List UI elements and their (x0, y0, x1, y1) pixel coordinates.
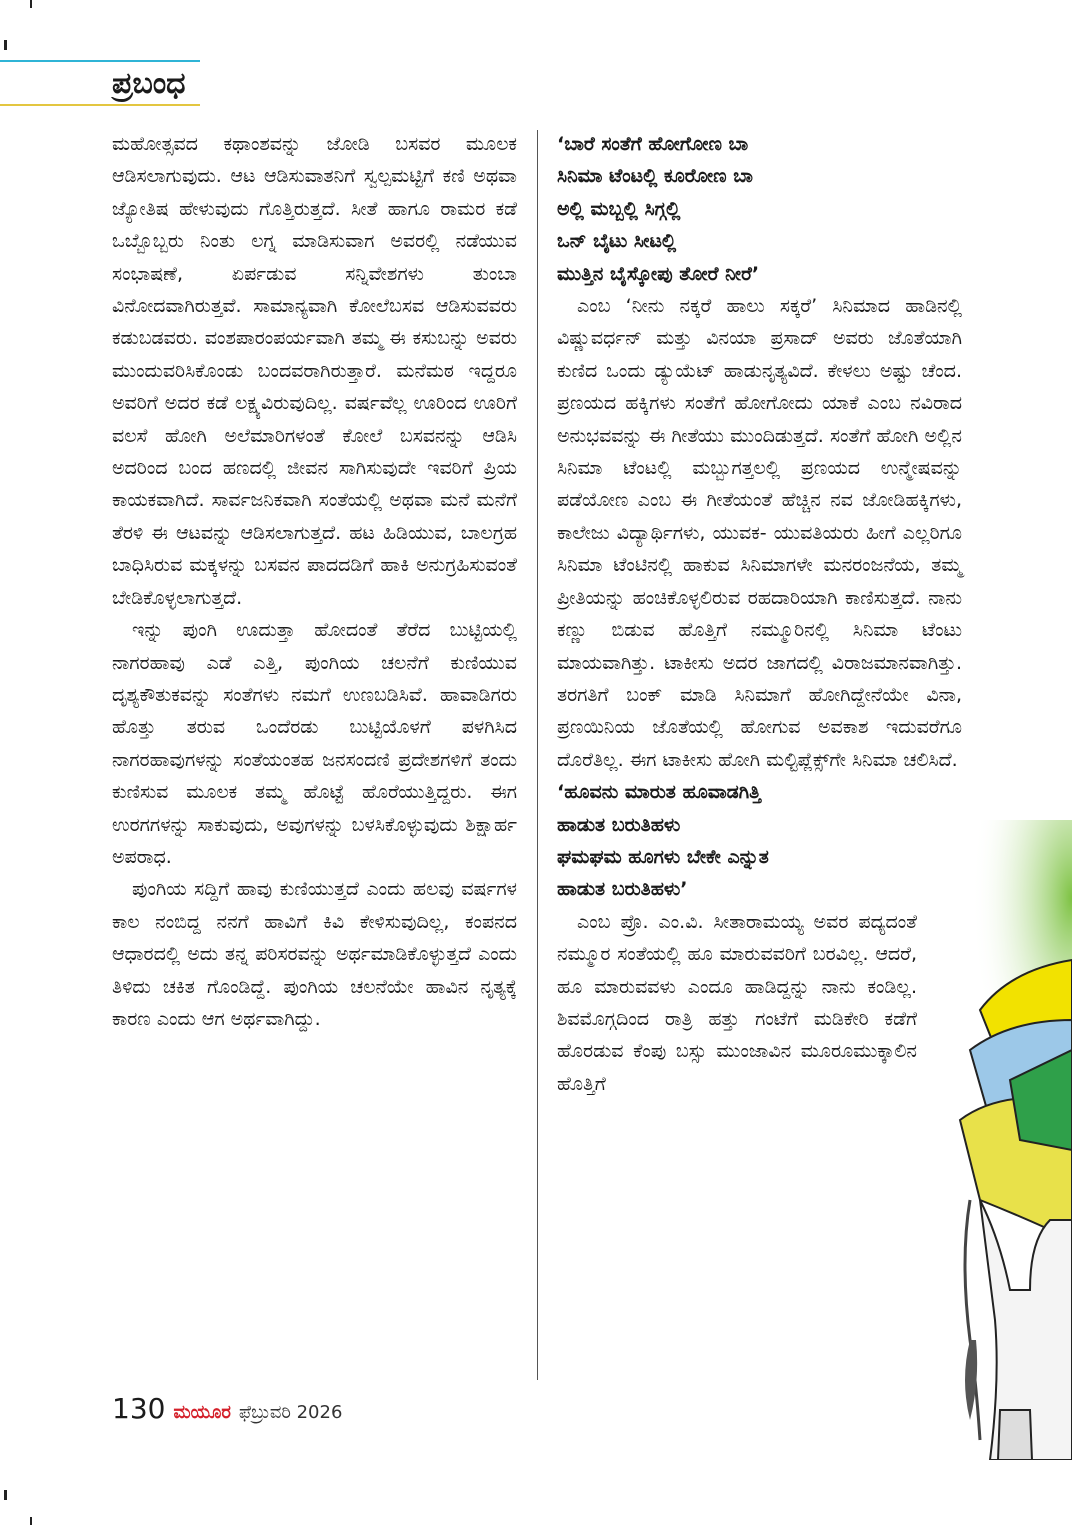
crop-mark (4, 40, 7, 50)
verse-line: ಮುತ್ತಿನ ಬೈಸ್ಕೋಪು ತೋರೆ ನೀರೆ’ (557, 262, 760, 285)
verse-line: ‘ಹೂವನು ಮಾರುತ ಹೂವಾಡಗಿತ್ತಿ (557, 781, 761, 804)
paragraph: ಎಂಬ ಪ್ರೊ. ಎಂ.ವಿ. ಸೀತಾರಾಮಯ್ಯ ಅವರ ಪದ್ಯದಂತೆ ನಮ್ಮೂರ ಸಂತೆಯಲ್ಲಿ ಹೂ ಮಾರುವವರಿಗೆ ಬರವಿಲ್ಲ. ಆದರೆ, ಹೂ ಮಾರುವವಳು ಎಂದೂ ಹಾಡಿದ್ದನ್ನು ನಾನು ಕಂಡಿಲ್ಲ. ಶಿವಮೊಗ್ಗದಿಂದ ರಾತ್ರಿ ಹತ್ತು ಗಂಟೆಗೆ ಮಡಿಕೇರಿ ಕಡೆಗೆ ಹೊರಡುವ ಕೆಂಪು ಬಸ್ಸು ಮುಂಜಾವಿನ ಮೂರೂಮುಕ್ಕಾಲಿನ ಹೊತ್ತಿಗೆ (557, 910, 917, 1095)
verse-line: ಸಿನಿಮಾ ಟೆಂಟಲ್ಲಿ ಕೂರೋಣ ಬಾ (557, 165, 753, 188)
header-rule-bottom (0, 104, 200, 106)
section-title: ಪ್ರಬಂಧ (112, 66, 186, 101)
issue-date: ಫೆಬ್ರುವರಿ 2026 (238, 1402, 343, 1423)
song-quote (557, 128, 962, 290)
right-column (557, 128, 962, 1100)
crop-mark (30, 0, 32, 8)
verse-line: ಅಲ್ಲಿ ಮಬ್ಬಲ್ಲಿ ಸಿಗ್ಗಲ್ಲಿ (557, 197, 681, 220)
decorated-bull-illustration (940, 820, 1072, 1460)
column-divider (537, 130, 538, 1380)
header-rule-top (0, 60, 200, 62)
verse-line: ಒನ್ ಬೈಟು ಸೀಟಲ್ಲಿ (557, 230, 677, 253)
verse-line: ‘ಬಾರೆ ಸಂತೆಗೆ ಹೋಗೋಣ ಬಾ (557, 133, 749, 155)
page-number: 130 (112, 1392, 166, 1425)
magazine-logo: ಮಯೂರ (173, 1402, 231, 1423)
paragraph: ಪುಂಗಿಯ ಸದ್ದಿಗೆ ಹಾವು ಕುಣಿಯುತ್ತದೆ ಎಂದು ಹಲವು ವರ್ಷಗಳ ಕಾಲ ನಂಬಿದ್ದ ನನಗೆ ಹಾವಿಗೆ ಕಿವಿ ಕೇಳಿಸುವುದಿಲ್ಲ, ಕಂಪನದ ಆಧಾರದಲ್ಲಿ ಅದು ತನ್ನ ಪರಿಸರವನ್ನು ಅರ್ಥಮಾಡಿಕೊಳ್ಳುತ್ತದೆ ಎಂದು ತಿಳಿದು ಚಕಿತ ಗೊಂಡಿದ್ದೆ. ಪುಂಗಿಯ ಚಲನೆಯೇ ಹಾವಿನ ನೃತ್ಯಕ್ಕೆ ಕಾರಣ ಎಂದು ಆಗ ಅರ್ಥವಾಗಿದ್ದು. (112, 878, 517, 1030)
crop-mark (4, 1490, 7, 1500)
poem-quote (557, 776, 962, 906)
paragraph: ಇನ್ನು ಪುಂಗಿ ಊದುತ್ತಾ ಹೋದಂತೆ ತೆರೆದ ಬುಟ್ಟಿಯಲ್ಲಿ ನಾಗರಹಾವು ಎಡೆ ಎತ್ತಿ, ಪುಂಗಿಯ ಚಲನೆಗೆ ಕುಣಿಯುವ ದೃಶ್ಯಕೌತುಕವನ್ನು ಸಂತೆಗಳು ನಮಗೆ ಉಣಬಡಿಸಿವೆ. ಹಾವಾಡಿಗರು ಹೊತ್ತು ತರುವ ಒಂದೆರಡು ಬುಟ್ಟಿಯೊಳಗೆ ಪಳಗಿಸಿದ ನಾಗರಹಾವುಗಳನ್ನು ಸಂತೆಯಂತಹ ಜನಸಂದಣಿ ಪ್ರದೇಶಗಳಿಗೆ ತಂದು ಕುಣಿಸುವ ಮೂಲಕ ತಮ್ಮ ಹೊಟ್ಟೆ ಹೊರೆಯುತ್ತಿದ್ದರು. ಈಗ ಉರಗಗಳನ್ನು ಸಾಕುವುದು, ಅವುಗಳನ್ನು ಬಳಸಿಕೊಳ್ಳುವುದು ಶಿಕ್ಷಾರ್ಹ ಅಪರಾಧ. (112, 619, 517, 868)
left-column (112, 128, 517, 1035)
page-footer (112, 1392, 342, 1432)
paragraph: ಮಹೋತ್ಸವದ ಕಥಾಂಶವನ್ನು ಜೋಡಿ ಬಸವರ ಮೂಲಕ ಆಡಿಸಲಾಗುವುದು. ಆಟ ಆಡಿಸುವಾತನಿಗೆ ಸ್ವಲ್ಪಮಟ್ಟಿಗೆ ಕಣಿ ಅಥವಾ ಜ್ಯೋತಿಷ ಹೇಳುವುದು ಗೊತ್ತಿರುತ್ತದೆ. ಸೀತೆ ಹಾಗೂ ರಾಮರ ಕಡೆ ಒಬ್ಬೊಬ್ಬರು ನಿಂತು ಲಗ್ನ ಮಾಡಿಸುವಾಗ ಅವರಲ್ಲಿ ನಡೆಯುವ ಸಂಭಾಷಣೆ, ಏರ್ಪಡುವ ಸನ್ನಿವೇಶಗಳು ತುಂಬಾ ವಿನೋದವಾಗಿರುತ್ತವೆ. ಸಾಮಾನ್ಯವಾಗಿ ಕೋಲೆಬಸವ ಆಡಿಸುವವರು ಕಡುಬಡವರು. ವಂಶಪಾರಂಪರ್ಯವಾಗಿ ತಮ್ಮ ಈ ಕಸುಬನ್ನು ಅವರು ಮುಂದುವರಿಸಿಕೊಂಡು ಬಂದವರಾಗಿರುತ್ತಾರೆ. ಮನೆಮಠ ಇದ್ದರೂ ಅವರಿಗೆ ಅದರ ಕಡೆ ಲಕ್ಷ್ಯವಿರುವುದಿಲ್ಲ. ವರ್ಷವೆಲ್ಲ ಊರಿಂದ ಊರಿಗೆ ವಲಸೆ ಹೋಗಿ ಅಲೆಮಾರಿಗಳಂತೆ ಕೋಲೆ ಬಸವನನ್ನು ಆಡಿಸಿ ಅದರಿಂದ ಬಂದ ಹಣದಲ್ಲಿ ಜೀವನ ಸಾಗಿಸುವುದೇ ಇವರಿಗೆ ಪ್ರಿಯ ಕಾಯಕವಾಗಿದೆ. ಸಾರ್ವಜನಿಕವಾಗಿ ಸಂತೆಯಲ್ಲಿ ಅಥವಾ ಮನೆ ಮನೆಗೆ ತೆರಳಿ ಈ ಆಟವನ್ನು ಆಡಿಸಲಾಗುತ್ತದೆ. ಹಟ ಹಿಡಿಯುವ, ಬಾಲಗ್ರಹ ಬಾಧಿಸಿರುವ ಮಕ್ಕಳನ್ನು ಬಸವನ ಪಾದದಡಿಗೆ ಹಾಕಿ ಅನುಗ್ರಹಿಸುವಂತೆ ಬೇಡಿಕೊಳ್ಳಲಾಗುತ್ತದೆ. (112, 133, 517, 609)
verse-line: ಘಮಘಮ ಹೂಗಳು ಬೇಕೇ ಎನ್ನುತ (557, 845, 769, 868)
paragraph: ಎಂಬ ‘ನೀನು ನಕ್ಕರೆ ಹಾಲು ಸಕ್ಕರೆ’ ಸಿನಿಮಾದ ಹಾಡಿನಲ್ಲಿ ವಿಷ್ಣುವರ್ಧನ್ ಮತ್ತು ವಿನಯಾ ಪ್ರಸಾದ್ ಅವರು ಜೊತೆಯಾಗಿ ಕುಣಿದ ಒಂದು ಡ್ಯುಯೆಟ್ ಹಾಡುನೃತ್ಯವಿದೆ. ಕೇಳಲು ಅಷ್ಟು ಚೆಂದ. ಪ್ರಣಯದ ಹಕ್ಕಿಗಳು ಸಂತೆಗೆ ಹೋಗೋದು ಯಾಕೆ ಎಂಬ ನವಿರಾದ ಅನುಭವವನ್ನು ಈ ಗೀತೆಯು ಮುಂದಿಡುತ್ತದೆ. ಸಂತೆಗೆ ಹೋಗಿ ಅಲ್ಲಿನ ಸಿನಿಮಾ ಟೆಂಟಲ್ಲಿ ಮಬ್ಬುಗತ್ತಲಲ್ಲಿ ಪ್ರಣಯದ ಉನ್ಮೇಷವನ್ನು ಪಡೆಯೋಣ ಎಂಬ ಈ ಗೀತೆಯಂತೆ ಹೆಚ್ಚಿನ ನವ ಜೋಡಿಹಕ್ಕಿಗಳು, ಕಾಲೇಜು ವಿದ್ಯಾರ್ಥಿಗಳು, ಯುವಕ- ಯುವತಿಯರು ಹೀಗೆ ಎಲ್ಲರಿಗೂ ಸಿನಿಮಾ ಟೆಂಟಿನಲ್ಲಿ ಹಾಕುವ ಸಿನಿಮಾಗಳೇ ಮನರಂಜನೆಯ, ತಮ್ಮ ಪ್ರೀತಿಯನ್ನು ಹಂಚಿಕೊಳ್ಳಲಿರುವ ರಹದಾರಿಯಾಗಿ ಕಾಣಿಸುತ್ತದೆ. ನಾನು ಕಣ್ಣು ಬಿಡುವ ಹೊತ್ತಿಗೆ ನಮ್ಮೂರಿನಲ್ಲಿ ಸಿನಿಮಾ ಟೆಂಟು ಮಾಯವಾಗಿತ್ತು. ಟಾಕೀಸು ಅದರ ಜಾಗದಲ್ಲಿ ವಿರಾಜಮಾನವಾಗಿತ್ತು. ತರಗತಿಗೆ ಬಂಕ್ ಮಾಡಿ ಸಿನಿಮಾಗೆ ಹೋಗಿದ್ದೇನೆಯೇ ವಿನಾ, ಪ್ರಣಯಿನಿಯ ಜೊತೆಯಲ್ಲಿ ಹೋಗುವ ಅವಕಾಶ ಇದುವರೆಗೂ ದೊರೆತಿಲ್ಲ. ಈಗ ಟಾಕೀಸು ಹೋಗಿ ಮಲ್ಟಿಪ್ಲೆಕ್ಸ್‌ಗೇ ಸಿನಿಮಾ ಚಲಿಸಿದೆ. (557, 295, 962, 771)
verse-line: ಹಾಡುತ ಬರುತಿಹಳು’ (557, 878, 688, 901)
verse-line: ಹಾಡುತ ಬರುತಿಹಳು (557, 813, 681, 836)
crop-mark (30, 1517, 32, 1525)
